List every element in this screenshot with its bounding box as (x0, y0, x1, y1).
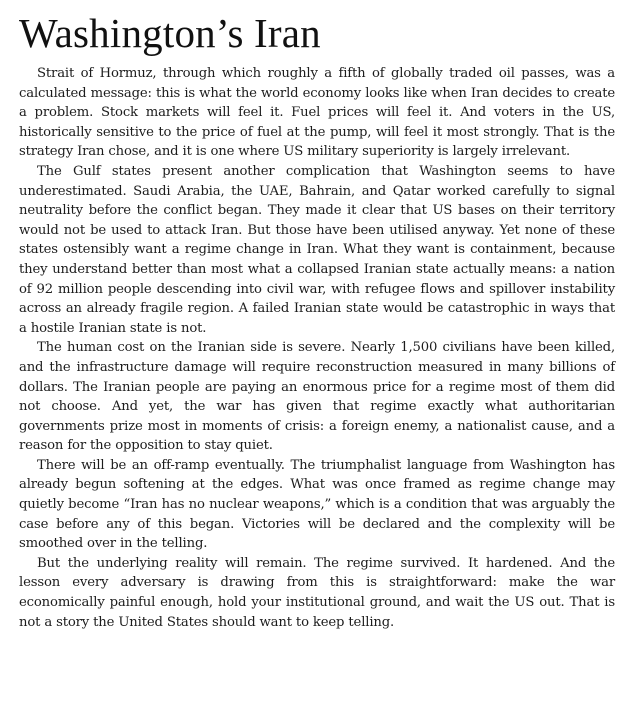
paragraph-5: But the underlying reality will remain. The regime survived. It hardened. And the lesson every adversary is drawing from this is straightforward: make the war economically painful enough, hold your institutional ground, and wait the US out. That is not a story the United States should want to keep telling. (19, 555, 615, 630)
paragraph-2: The Gulf states present another complication that Washington seems to have underestimated. Saudi Arabia, the UAE, Bahrain, and Qatar worked carefully to signal neutrality before the conflict began. They made it clear that US bases on their territory would not be used to attack Iran. But those have been utilised anyway. Yet none of these states ostensibly want a regime change in Iran. What they want is containment, because they understand better than most what a collapsed Iranian state actually means: a nation of 92 million people descending into civil war, with refugee flows and spillover instability across an already fragile region. A failed Iranian state would be catastrophic in ways that a hostile Iranian state is not. (19, 163, 615, 336)
paragraph-1: Strait of Hormuz, through which roughly a fifth of globally traded oil passes, was a calculated message: this is what the world economy looks like when Iran decides to create a problem. Stock markets will feel it. Fuel prices will feel it. And voters in the US, historically sensitive to the price of fuel at the pump, will feel it most strongly. That is the strategy Iran chose, and it is one where US military superiority is largely irrelevant. (19, 66, 615, 160)
headline: Washington’s Iran (19, 10, 321, 56)
article (19, 8, 615, 632)
paragraph-4: There will be an off-ramp eventually. The triumphalist language from Washington has already begun softening at the edges. What was once framed as regime change may quietly become “Iran has no nuclear weapons,” which is a condition that was arguably the case before any of this began. Victories will be declared and the complexity will be smoothed over in the telling. (19, 457, 615, 552)
article-body (19, 64, 615, 632)
paragraph-3: The human cost on the Iranian side is severe. Nearly 1,500 civilians have been killed, and the infrastructure damage will require reconstruction measured in many billions of dollars. The Iranian people are paying an enormous price for a regime most of them did not choose. And yet, the war has given that regime exactly what authoritarian governments prize most in moments of crisis: a foreign enemy, a nationalist cause, and a reason for the opposition to stay quiet. (19, 340, 615, 454)
